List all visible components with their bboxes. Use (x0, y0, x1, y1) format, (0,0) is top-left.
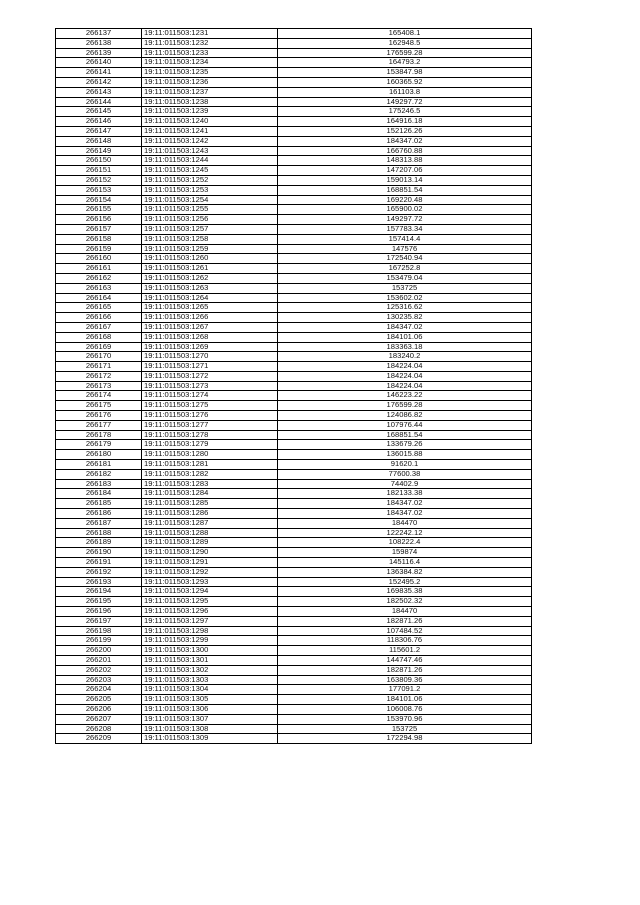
amount-cell: 152126.26 (278, 126, 532, 136)
amount-cell: 153970.96 (278, 714, 532, 724)
table-row (56, 391, 532, 401)
row-number-cell: 266153 (56, 185, 142, 195)
cadastral-number-cell: 19:11:011503:1297 (142, 616, 278, 626)
row-number-cell: 266179 (56, 440, 142, 450)
table-row (56, 166, 532, 176)
amount-cell: 147207.06 (278, 166, 532, 176)
data-table-body (56, 29, 532, 744)
amount-cell: 153725 (278, 283, 532, 293)
cadastral-number-cell: 19:11:011503:1300 (142, 646, 278, 656)
table-row (56, 185, 532, 195)
amount-cell: 153725 (278, 724, 532, 734)
row-number-cell: 266141 (56, 68, 142, 78)
table-row (56, 411, 532, 421)
row-number-cell: 266199 (56, 636, 142, 646)
row-number-cell: 266178 (56, 430, 142, 440)
table-row (56, 656, 532, 666)
table-row (56, 685, 532, 695)
row-number-cell: 266185 (56, 499, 142, 509)
amount-cell: 157783.34 (278, 224, 532, 234)
amount-cell: 161103.8 (278, 87, 532, 97)
cadastral-number-cell: 19:11:011503:1278 (142, 430, 278, 440)
row-number-cell: 266194 (56, 587, 142, 597)
table-row (56, 215, 532, 225)
row-number-cell: 266205 (56, 695, 142, 705)
row-number-cell: 266164 (56, 293, 142, 303)
cadastral-number-cell: 19:11:011503:1299 (142, 636, 278, 646)
table-row (56, 675, 532, 685)
table-row (56, 117, 532, 127)
amount-cell: 153479.04 (278, 273, 532, 283)
amount-cell: 157414.4 (278, 234, 532, 244)
amount-cell: 162948.5 (278, 38, 532, 48)
row-number-cell: 266139 (56, 48, 142, 58)
amount-cell: 182133.38 (278, 489, 532, 499)
cadastral-number-cell: 19:11:011503:1292 (142, 567, 278, 577)
cadastral-number-cell: 19:11:011503:1259 (142, 244, 278, 254)
cadastral-number-cell: 19:11:011503:1308 (142, 724, 278, 734)
row-number-cell: 266170 (56, 352, 142, 362)
row-number-cell: 266163 (56, 283, 142, 293)
table-row (56, 567, 532, 577)
table-row (56, 499, 532, 509)
cadastral-number-cell: 19:11:011503:1272 (142, 371, 278, 381)
row-number-cell: 266161 (56, 264, 142, 274)
amount-cell: 106008.76 (278, 704, 532, 714)
amount-cell: 152495.2 (278, 577, 532, 587)
amount-cell: 153847.98 (278, 68, 532, 78)
amount-cell: 184347.02 (278, 509, 532, 519)
table-row (56, 97, 532, 107)
cadastral-number-cell: 19:11:011503:1289 (142, 538, 278, 548)
cadastral-number-cell: 19:11:011503:1273 (142, 381, 278, 391)
row-number-cell: 266172 (56, 371, 142, 381)
table-row (56, 548, 532, 558)
amount-cell: 77600.38 (278, 469, 532, 479)
row-number-cell: 266208 (56, 724, 142, 734)
cadastral-number-cell: 19:11:011503:1275 (142, 401, 278, 411)
row-number-cell: 266149 (56, 146, 142, 156)
cadastral-number-cell: 19:11:011503:1274 (142, 391, 278, 401)
table-row (56, 283, 532, 293)
amount-cell: 167252.8 (278, 264, 532, 274)
amount-cell: 183240.2 (278, 352, 532, 362)
amount-cell: 122242.12 (278, 528, 532, 538)
table-row (56, 332, 532, 342)
table-row (56, 77, 532, 87)
cadastral-number-cell: 19:11:011503:1236 (142, 77, 278, 87)
cadastral-number-cell: 19:11:011503:1271 (142, 362, 278, 372)
table-row (56, 518, 532, 528)
row-number-cell: 266142 (56, 77, 142, 87)
cadastral-number-cell: 19:11:011503:1287 (142, 518, 278, 528)
table-row (56, 479, 532, 489)
cadastral-number-cell: 19:11:011503:1286 (142, 509, 278, 519)
cadastral-number-cell: 19:11:011503:1256 (142, 215, 278, 225)
cadastral-number-cell: 19:11:011503:1279 (142, 440, 278, 450)
table-row (56, 234, 532, 244)
row-number-cell: 266167 (56, 322, 142, 332)
cadastral-number-cell: 19:11:011503:1296 (142, 607, 278, 617)
cadastral-number-cell: 19:11:011503:1301 (142, 656, 278, 666)
row-number-cell: 266154 (56, 195, 142, 205)
row-number-cell: 266140 (56, 58, 142, 68)
amount-cell: 118306.76 (278, 636, 532, 646)
cadastral-number-cell: 19:11:011503:1243 (142, 146, 278, 156)
table-row (56, 528, 532, 538)
cadastral-number-cell: 19:11:011503:1254 (142, 195, 278, 205)
cadastral-number-cell: 19:11:011503:1268 (142, 332, 278, 342)
amount-cell: 133679.26 (278, 440, 532, 450)
amount-cell: 146223.22 (278, 391, 532, 401)
row-number-cell: 266155 (56, 205, 142, 215)
cadastral-number-cell: 19:11:011503:1232 (142, 38, 278, 48)
table-row (56, 636, 532, 646)
amount-cell: 159013.14 (278, 175, 532, 185)
cadastral-number-cell: 19:11:011503:1253 (142, 185, 278, 195)
cadastral-number-cell: 19:11:011503:1269 (142, 342, 278, 352)
cadastral-number-cell: 19:11:011503:1266 (142, 313, 278, 323)
row-number-cell: 266188 (56, 528, 142, 538)
table-row (56, 646, 532, 656)
row-number-cell: 266166 (56, 313, 142, 323)
cadastral-number-cell: 19:11:011503:1263 (142, 283, 278, 293)
amount-cell: 182871.26 (278, 665, 532, 675)
cadastral-number-cell: 19:11:011503:1281 (142, 460, 278, 470)
amount-cell: 183363.18 (278, 342, 532, 352)
amount-cell: 107484.52 (278, 626, 532, 636)
cadastral-number-cell: 19:11:011503:1306 (142, 704, 278, 714)
row-number-cell: 266186 (56, 509, 142, 519)
table-row (56, 303, 532, 313)
row-number-cell: 266190 (56, 548, 142, 558)
table-row (56, 126, 532, 136)
amount-cell: 184224.04 (278, 362, 532, 372)
amount-cell: 172540.94 (278, 254, 532, 264)
table-row (56, 254, 532, 264)
row-number-cell: 266177 (56, 420, 142, 430)
cadastral-number-cell: 19:11:011503:1303 (142, 675, 278, 685)
amount-cell: 184347.02 (278, 322, 532, 332)
amount-cell: 130235.82 (278, 313, 532, 323)
cadastral-number-cell: 19:11:011503:1280 (142, 450, 278, 460)
table-row (56, 244, 532, 254)
cadastral-number-cell: 19:11:011503:1245 (142, 166, 278, 176)
cadastral-number-cell: 19:11:011503:1238 (142, 97, 278, 107)
amount-cell: 182502.32 (278, 597, 532, 607)
amount-cell: 115601.2 (278, 646, 532, 656)
amount-cell: 91620.1 (278, 460, 532, 470)
table-row (56, 322, 532, 332)
cadastral-number-cell: 19:11:011503:1235 (142, 68, 278, 78)
row-number-cell: 266147 (56, 126, 142, 136)
row-number-cell: 266203 (56, 675, 142, 685)
amount-cell: 168851.54 (278, 185, 532, 195)
table-row (56, 558, 532, 568)
table-row (56, 704, 532, 714)
amount-cell: 172294.98 (278, 734, 532, 744)
cadastral-number-cell: 19:11:011503:1265 (142, 303, 278, 313)
table-row (56, 146, 532, 156)
table-row (56, 264, 532, 274)
amount-cell: 184347.02 (278, 499, 532, 509)
row-number-cell: 266171 (56, 362, 142, 372)
row-number-cell: 266191 (56, 558, 142, 568)
table-row (56, 195, 532, 205)
amount-cell: 184470 (278, 518, 532, 528)
amount-cell: 176599.28 (278, 48, 532, 58)
amount-cell: 144747.46 (278, 656, 532, 666)
table-row (56, 156, 532, 166)
table-row (56, 695, 532, 705)
row-number-cell: 266197 (56, 616, 142, 626)
table-row (56, 607, 532, 617)
row-number-cell: 266196 (56, 607, 142, 617)
row-number-cell: 266162 (56, 273, 142, 283)
cadastral-number-cell: 19:11:011503:1261 (142, 264, 278, 274)
amount-cell: 74402.9 (278, 479, 532, 489)
cadastral-number-cell: 19:11:011503:1283 (142, 479, 278, 489)
cadastral-number-cell: 19:11:011503:1293 (142, 577, 278, 587)
cadastral-number-cell: 19:11:011503:1305 (142, 695, 278, 705)
table-row (56, 626, 532, 636)
cadastral-number-cell: 19:11:011503:1255 (142, 205, 278, 215)
row-number-cell: 266189 (56, 538, 142, 548)
amount-cell: 145116.4 (278, 558, 532, 568)
cadastral-number-cell: 19:11:011503:1234 (142, 58, 278, 68)
cadastral-number-cell: 19:11:011503:1270 (142, 352, 278, 362)
amount-cell: 136384.82 (278, 567, 532, 577)
row-number-cell: 266165 (56, 303, 142, 313)
cadastral-number-cell: 19:11:011503:1284 (142, 489, 278, 499)
cadastral-number-cell: 19:11:011503:1241 (142, 126, 278, 136)
table-row (56, 381, 532, 391)
table-row (56, 362, 532, 372)
row-number-cell: 266192 (56, 567, 142, 577)
row-number-cell: 266156 (56, 215, 142, 225)
amount-cell: 124086.82 (278, 411, 532, 421)
table-row (56, 58, 532, 68)
table-row (56, 29, 532, 39)
cadastral-number-cell: 19:11:011503:1298 (142, 626, 278, 636)
amount-cell: 169220.48 (278, 195, 532, 205)
amount-cell: 165408.1 (278, 29, 532, 39)
row-number-cell: 266148 (56, 136, 142, 146)
amount-cell: 149297.72 (278, 97, 532, 107)
table-row (56, 538, 532, 548)
row-number-cell: 266144 (56, 97, 142, 107)
row-number-cell: 266150 (56, 156, 142, 166)
table-row (56, 175, 532, 185)
amount-cell: 166760.88 (278, 146, 532, 156)
row-number-cell: 266143 (56, 87, 142, 97)
row-number-cell: 266180 (56, 450, 142, 460)
row-number-cell: 266146 (56, 117, 142, 127)
amount-cell: 184101.06 (278, 332, 532, 342)
row-number-cell: 266193 (56, 577, 142, 587)
cadastral-number-cell: 19:11:011503:1252 (142, 175, 278, 185)
cadastral-number-cell: 19:11:011503:1277 (142, 420, 278, 430)
table-row (56, 577, 532, 587)
row-number-cell: 266200 (56, 646, 142, 656)
table-row (56, 430, 532, 440)
table-row (56, 724, 532, 734)
amount-cell: 184224.04 (278, 381, 532, 391)
table-row (56, 205, 532, 215)
cadastral-number-cell: 19:11:011503:1260 (142, 254, 278, 264)
table-row (56, 597, 532, 607)
amount-cell: 149297.72 (278, 215, 532, 225)
table-row (56, 616, 532, 626)
cadastral-number-cell: 19:11:011503:1257 (142, 224, 278, 234)
row-number-cell: 266198 (56, 626, 142, 636)
table-row (56, 87, 532, 97)
cadastral-number-cell: 19:11:011503:1264 (142, 293, 278, 303)
amount-cell: 147576 (278, 244, 532, 254)
cadastral-number-cell: 19:11:011503:1276 (142, 411, 278, 421)
amount-cell: 176599.28 (278, 401, 532, 411)
row-number-cell: 266174 (56, 391, 142, 401)
row-number-cell: 266187 (56, 518, 142, 528)
table-row (56, 273, 532, 283)
row-number-cell: 266160 (56, 254, 142, 264)
cadastral-number-cell: 19:11:011503:1240 (142, 117, 278, 127)
table-row (56, 313, 532, 323)
amount-cell: 175246.5 (278, 107, 532, 117)
table-row (56, 734, 532, 744)
table-row (56, 509, 532, 519)
row-number-cell: 266209 (56, 734, 142, 744)
amount-cell: 177091.2 (278, 685, 532, 695)
cadastral-number-cell: 19:11:011503:1231 (142, 29, 278, 39)
row-number-cell: 266195 (56, 597, 142, 607)
amount-cell: 107976.44 (278, 420, 532, 430)
amount-cell: 184224.04 (278, 371, 532, 381)
row-number-cell: 266176 (56, 411, 142, 421)
table-row (56, 224, 532, 234)
amount-cell: 164793.2 (278, 58, 532, 68)
cadastral-number-cell: 19:11:011503:1282 (142, 469, 278, 479)
amount-cell: 163809.36 (278, 675, 532, 685)
cadastral-number-cell: 19:11:011503:1237 (142, 87, 278, 97)
table-row (56, 460, 532, 470)
table-row (56, 68, 532, 78)
row-number-cell: 266175 (56, 401, 142, 411)
row-number-cell: 266204 (56, 685, 142, 695)
row-number-cell: 266159 (56, 244, 142, 254)
row-number-cell: 266184 (56, 489, 142, 499)
table-row (56, 665, 532, 675)
table-row (56, 401, 532, 411)
table-row (56, 440, 532, 450)
table-row (56, 136, 532, 146)
amount-cell: 160365.92 (278, 77, 532, 87)
amount-cell: 125316.62 (278, 303, 532, 313)
row-number-cell: 266181 (56, 460, 142, 470)
table-row (56, 342, 532, 352)
table-row (56, 107, 532, 117)
amount-cell: 168851.54 (278, 430, 532, 440)
table-row (56, 489, 532, 499)
table-row (56, 420, 532, 430)
row-number-cell: 266182 (56, 469, 142, 479)
amount-cell: 148313.88 (278, 156, 532, 166)
row-number-cell: 266137 (56, 29, 142, 39)
table-row (56, 371, 532, 381)
cadastral-number-cell: 19:11:011503:1242 (142, 136, 278, 146)
row-number-cell: 266173 (56, 381, 142, 391)
cadastral-number-cell: 19:11:011503:1302 (142, 665, 278, 675)
cadastral-number-cell: 19:11:011503:1233 (142, 48, 278, 58)
amount-cell: 164916.18 (278, 117, 532, 127)
cadastral-number-cell: 19:11:011503:1244 (142, 156, 278, 166)
row-number-cell: 266145 (56, 107, 142, 117)
amount-cell: 159874 (278, 548, 532, 558)
cadastral-number-cell: 19:11:011503:1267 (142, 322, 278, 332)
cadastral-number-cell: 19:11:011503:1262 (142, 273, 278, 283)
row-number-cell: 266206 (56, 704, 142, 714)
row-number-cell: 266151 (56, 166, 142, 176)
cadastral-number-cell: 19:11:011503:1307 (142, 714, 278, 724)
cadastral-number-cell: 19:11:011503:1288 (142, 528, 278, 538)
table-row (56, 450, 532, 460)
cadastral-number-cell: 19:11:011503:1309 (142, 734, 278, 744)
amount-cell: 184101.06 (278, 695, 532, 705)
table-row (56, 587, 532, 597)
table-row (56, 714, 532, 724)
cadastral-number-cell: 19:11:011503:1291 (142, 558, 278, 568)
cadastral-number-cell: 19:11:011503:1239 (142, 107, 278, 117)
cadastral-number-cell: 19:11:011503:1295 (142, 597, 278, 607)
amount-cell: 184470 (278, 607, 532, 617)
amount-cell: 165900.02 (278, 205, 532, 215)
table-row (56, 352, 532, 362)
data-table (55, 28, 532, 744)
table-row (56, 469, 532, 479)
cadastral-number-cell: 19:11:011503:1285 (142, 499, 278, 509)
row-number-cell: 266168 (56, 332, 142, 342)
table-row (56, 293, 532, 303)
row-number-cell: 266157 (56, 224, 142, 234)
row-number-cell: 266152 (56, 175, 142, 185)
table-row (56, 48, 532, 58)
cadastral-number-cell: 19:11:011503:1258 (142, 234, 278, 244)
row-number-cell: 266202 (56, 665, 142, 675)
row-number-cell: 266201 (56, 656, 142, 666)
amount-cell: 153602.02 (278, 293, 532, 303)
table-row (56, 38, 532, 48)
cadastral-number-cell: 19:11:011503:1290 (142, 548, 278, 558)
amount-cell: 136015.88 (278, 450, 532, 460)
amount-cell: 169835.38 (278, 587, 532, 597)
cadastral-number-cell: 19:11:011503:1304 (142, 685, 278, 695)
amount-cell: 182871.26 (278, 616, 532, 626)
row-number-cell: 266169 (56, 342, 142, 352)
row-number-cell: 266138 (56, 38, 142, 48)
row-number-cell: 266158 (56, 234, 142, 244)
row-number-cell: 266183 (56, 479, 142, 489)
cadastral-number-cell: 19:11:011503:1294 (142, 587, 278, 597)
amount-cell: 108222.4 (278, 538, 532, 548)
amount-cell: 184347.02 (278, 136, 532, 146)
row-number-cell: 266207 (56, 714, 142, 724)
